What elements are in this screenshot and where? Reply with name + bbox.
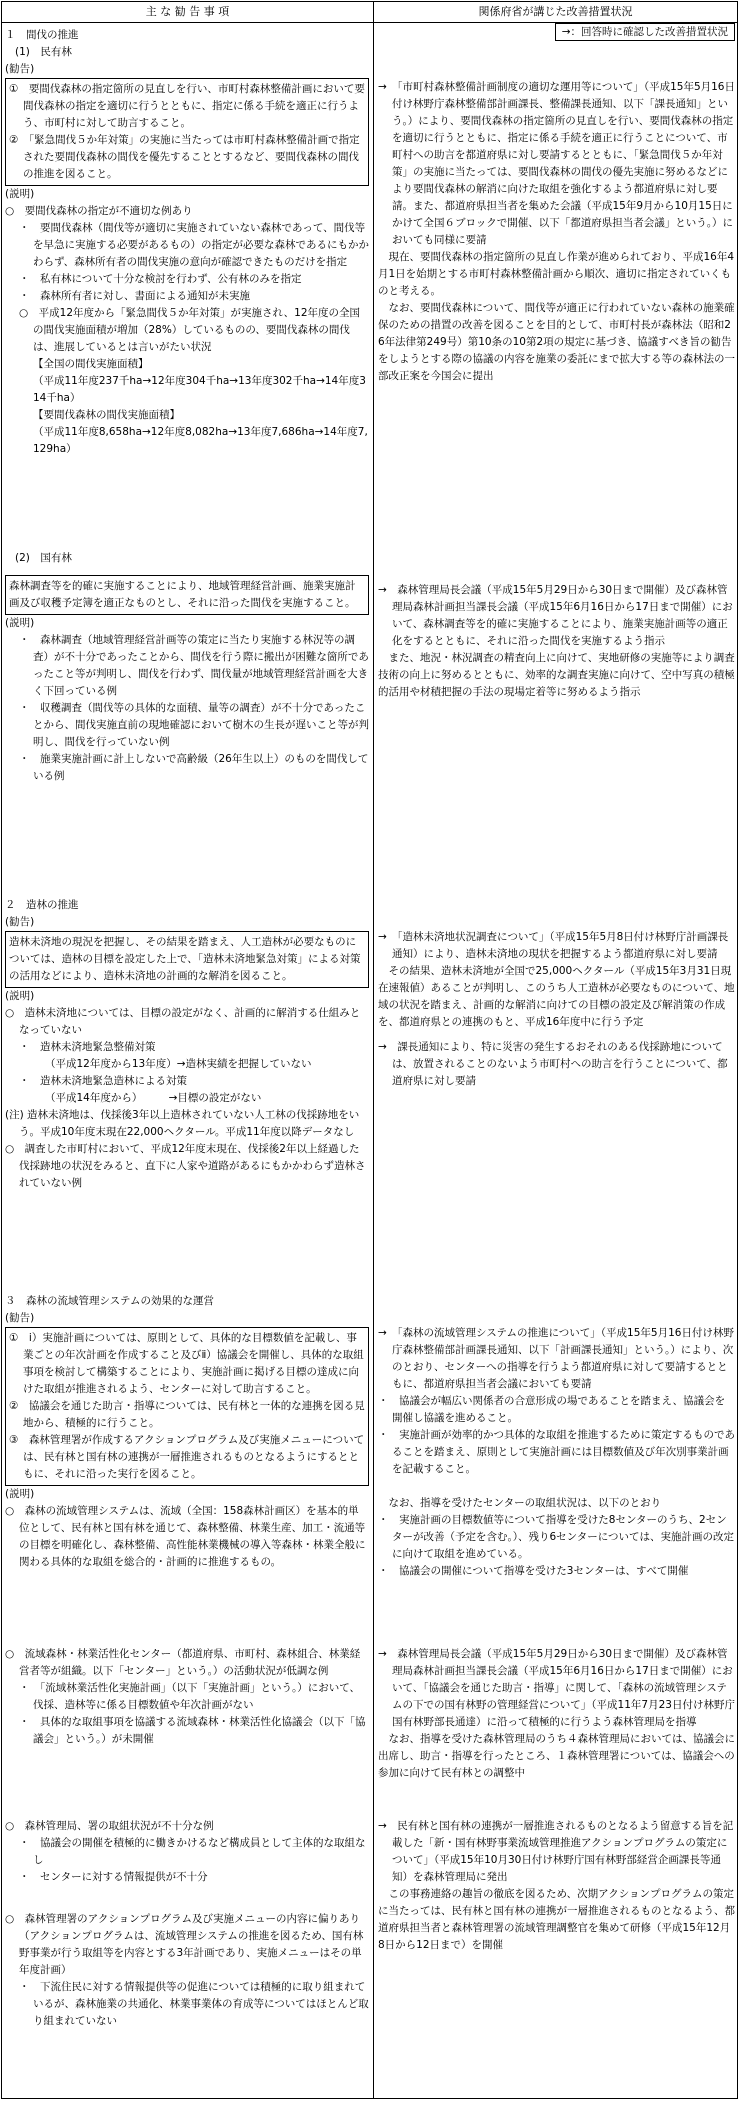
section-afforestation	[5, 897, 369, 1192]
section-heading: １ 間伐の推進	[5, 29, 79, 41]
explanation-item: ○ 流域森林・林業活性化センター（都道府県、市町村、森林組合、林業経営者等が組織。以下「センター」という。）の活動状況が低調な例	[5, 1648, 361, 1677]
recommendation-item: ② 「緊急間伐５か年対策」の実施に当たっては市町村森林整備計画で指定された要間伐森林の間伐を優先することとするなど、要間伐森林の間伐の推進を図ること。	[9, 134, 360, 180]
measure-item: ・ 協議会の開催について指導を受けた3センターは、すべて開催	[378, 1565, 689, 1577]
subsection-heading: (1) 民有林	[15, 46, 72, 58]
header-left: 主 な 勧 告 事 項	[2, 2, 374, 23]
explanation-item: ○ 森林管理署のアクションプログラム及び実施メニューの内容に偏りあり	[5, 1913, 361, 1925]
measure-item: → 森林管理局長会議（平成15年5月29日から30日まで開催）及び森林管理局森林計画担当課長会議（平成15年6月16日から17日まで開催）において、「協議会を通じた助言・指導」に関して、「森林の流域管理システムの下での国有林野の管理経営について」（平成11年7月23日付け林野庁国有林野部長通達）に沿って積極的に行うよう森林管理局を指導	[378, 1648, 735, 1728]
section-thinning-private	[5, 27, 369, 458]
explanation-item: ○ 造林未済地については、目標の設定がなく、計画的に解消する仕組みとなっていない	[5, 1007, 361, 1036]
explanation-item: ・ 森林所有者に対し、書面による通知が未実施	[19, 290, 250, 302]
measure-item: 現在、要間伐森林の指定箇所の見直し作業が進められており、平成16年4月1日を始期とする市町村森林整備計画から順次、適切に指定されていくものと考える。	[378, 251, 735, 297]
recommendation-box	[5, 575, 369, 615]
setsumei-label: (説明)	[5, 1488, 35, 1500]
measures-watershed-1	[378, 1325, 735, 1580]
explanation-item: ○ 森林管理局、署の取組状況が不十分な例	[5, 1820, 214, 1832]
measure-item: なお、要間伐森林について、間伐等が適正に行われていない森林の施業確保のための措置の改善を図ることを目的として、市町村長が森林法（昭和26年法律第249号）第10条の10第2項の規定に基づき、協議すべき旨の勧告をしようとする際の協議の内容を施業の委託にまで拡大する等の森林法の一部改正案を今国会に提出	[378, 302, 735, 382]
recommendation-item: ③ 森林管理署が作成するアクションプログラム及び実施メニューについては、民有林と国有林の連携が一層推進されるものとなるようにするとともに、それに沿った実行を図ること。	[9, 1434, 365, 1480]
explanation-item: ・ 造林未済地緊急造林による対策	[19, 1075, 187, 1087]
recommendation-item: ① ⅰ）実施計画については、原則として、具体的な目標数値を記載し、事業ごとの年次計画を作成すること及びⅱ）協議会を開催し、具体的な取組事項を検討して構築することにより、実施計画に掲げる目標の達成に向けた取組が推進されるよう、センターに対して助言すること。	[9, 1332, 364, 1395]
setsumei-label: (説明)	[5, 990, 35, 1002]
measure-item: → 森林管理局長会議（平成15年5月29日から30日まで開催）及び森林管理局森林計画担当課長会議（平成15年6月16日から17日まで開催）において、森林調査等を的確に実施することにより、施業実施計画等の適正化をするとともに、それに沿った間伐を実施するよう指示	[378, 584, 733, 647]
explanation-item: ○ 調査した市町村において、平成12年度末現在、伐採後2年以上経過した伐採跡地の状況をみると、直下に人家や道路があるにもかかわらず造林されていない例	[5, 1143, 366, 1189]
recommendation-item: 造林未済地の現況を把握し、その結果を踏まえ、人工造林が必要なものについては、造林の目標を設定した上で、「造林未済地緊急対策」による対策の活用などにより、造林未済地の計画的な解消を図ること。	[9, 936, 361, 982]
kankoku-label: (勧告)	[5, 63, 35, 75]
explanation-item: ・ 下流住民に対する情報提供等の促進については積極的に取り組まれているが、森林施業の共通化、林業事業体の育成等についてはほとんど取り組まれていない	[19, 1981, 369, 2027]
measure-item: ・ 実施計画の目標数値等について指導を受けた8センターのうち、2センターが改善（予定を含む。）、残り6センターについては、実施計画の改定に向けて取組を進めている。	[378, 1514, 735, 1560]
explanation-item: 【全国の間伐実施面積】	[33, 358, 149, 370]
explanation-item: （平成11年度237千ha→12年度304千ha→13年度302千ha→14年度314千ha）	[33, 375, 366, 404]
explanation-item: （平成11年度8,658ha→12年度8,082ha→13年度7,686ha→14年度7,129ha）	[33, 426, 368, 455]
explanation-item: （平成14年度から） →目標の設定がない	[45, 1092, 262, 1104]
measure-item: ・ 協議会が幅広い関係者の合意形成の場であることを踏まえ、協議会を開催し協議を進めること。	[378, 1395, 726, 1424]
explanation-item: （アクションプログラムは、流域管理システムの推進を図るため、国有林野事業が行う取組等を内容とする3年計画であり、実施メニューはその単年度計画）	[19, 1930, 364, 1976]
explanation-item: ・ 造林未済地緊急整備対策	[19, 1041, 156, 1053]
explanation-item: （平成12年度から13年度）→造林実績を把握していない	[45, 1058, 312, 1070]
recommendation-item: ① 要間伐森林の指定箇所の見直しを行い、市町村森林整備計画において要間伐森林の指定を適切に行うとともに、指定に係る手続を適正に行うよう、市町村に対して助言すること。	[9, 83, 365, 129]
recommendation-box	[5, 1327, 369, 1486]
explanation-item: ・ 「流域林業活性化実施計画」（以下「実施計画」という。）において、伐採、造林等に係る目標数値や年次計画がない	[19, 1682, 361, 1711]
measure-item: その結果、造林未済地が全国で25,000ヘクタール（平成15年3月31日現在速報値）あることが判明し、このうち人工造林が必要なものについて、地域の状況を踏まえ、計画的な解消に向けての目標の設定及び解消策の作成を、都道府県との連携のもと、平成16年度中に行う予定	[378, 965, 735, 1028]
explanation-item: ・ 収穫調査（間伐等の具体的な面積、量等の調査）が不十分であったことから、間伐実施直前の現地確認において樹木の生長が遅いこと等が判明し、間伐を行っていない例	[19, 702, 369, 748]
explanation-item: ・ 具体的な取組事項を協議する流域森林・林業活性化協議会（以下「協議会」という。）が未開催	[19, 1716, 366, 1745]
document-table	[1, 1, 738, 2099]
explanation-item: ○ 平成12年度から「緊急間伐５か年対策」が実施され、12年度の全国の間伐実施面積が増加（28%）しているものの、要間伐森林の間伐は、進展しているとは言いがたい状況	[19, 307, 361, 353]
measure-item: ・ 実施計画が効率的かつ具体的な取組を推進するために策定するものであることを踏まえ、原則として実施計画には目標数値及び年次別事業計画を記載すること。	[378, 1429, 735, 1475]
explanation-item: ・ センターに対する情報提供が不十分	[19, 1871, 208, 1883]
measures-watershed-2	[378, 1646, 735, 1782]
explanation-item: ・ 森林調査（地域管理経営計画等の策定に当たり実施する林況等の調査）が不十分であったことから、間伐を行う際に搬出が困難な箇所であったこと等が判明し、間伐を行わず、間伐量が地域管理経営計画を大きく下回っている例	[19, 634, 369, 697]
section-thinning-national	[5, 550, 369, 785]
explanation-item: ・ 要間伐森林（間伐等が適切に実施されていない森林であって、間伐等を早急に実施する必要があるもの）の指定が必要な森林であるにもかかわらず、森林所有者の間伐実施の意向が確認できたものだけを指定	[19, 222, 369, 268]
kankoku-label: (勧告)	[5, 916, 35, 928]
subsection-heading: (2) 国有林	[15, 552, 72, 564]
recommendation-item: ② 協議会を通じた助言・指導については、民有林と一体的な連携を図る見地から、積極的に行うこと。	[9, 1400, 365, 1429]
measure-item: → 民有林と国有林の連携が一層推進されるものとなるよう留意する旨を記載した「新・国有林野事業流域管理推進アクションプログラムの策定について」（平成15年10月30日付け林野庁国有林野部経営企画課長等通知）を森林管理局に発出	[378, 1820, 734, 1883]
explanation-item: ○ 森林の流域管理システムは、流域（全国：158森林計画区）を基本的単位として、民有林と国有林を通じて、森林整備、林業生産、加工・流通等の目標を明確化し、森林整備、高性能林業機械の導入等森林・林業全般に関わる具体的な取組を総合的・計画的に推進するもの。	[5, 1505, 366, 1568]
header-right: 関係府省が講じた改善措置状況	[374, 2, 737, 23]
measure-item: また、地況・林況調査の精査向上に向けて、実地研修の実施等により調査技術の向上に努めるとともに、効率的な調査実施に向けて、空中写真の積極的活用や材積把握の手法の現場定着等に努めるよう指示	[378, 652, 735, 698]
measure-item: → 「市町村森林整備計画制度の適切な運用等について」（平成15年5月16日付け林野庁森林整備部計画課長、整備課長通知、以下「課長通知」という。）により、要間伐森林の指定箇所の見直しを行い、要間伐森林の指定を適切に行うとともに、指定に係る手続を適正に行うことについて、市町村への助言を都道府県に対し要請するとともに、「緊急間伐５か年対策」の実施に当たっては、要間伐森林の間伐の優先実施に努めるなどにより要間伐森林の解消に向けた取組を強化するよう都道府県に対し要請。また、都道府県担当者を集めた会議（平成15年9月から10月15日にかけて全国６ブロックで開催、以下「都道府県担当者会議」という。）においても同様に要請	[378, 81, 735, 246]
section-watershed-centers	[5, 1646, 369, 1748]
section-watershed	[5, 1293, 369, 1571]
explanation-item: 【要間伐森林の間伐実施面積】	[33, 409, 180, 421]
measure-item: なお、指導を受けたセンターの取組状況は、以下のとおり	[378, 1497, 662, 1509]
recommendation-box	[5, 78, 369, 186]
explanation-item: (注) 造林未済地は、伐採後3年以上造林されていない人工林の伐採跡地をいう。平成10年度末現在22,000ヘクタール。平成11年度以降データなし	[5, 1109, 360, 1138]
measures-thinning-national	[378, 582, 735, 701]
kankoku-label: (勧告)	[5, 1312, 35, 1324]
section-watershed-program	[5, 1911, 369, 2030]
section-heading: ３ 森林の流域管理システムの効果的な運営	[5, 1295, 214, 1307]
legend-note: →：回答時に確認した改善措置状況	[555, 23, 735, 41]
measure-item: → 「造林未済地状況調査について」（平成15年5月8日付け林野庁計画課長通知）により、造林未済地の現状を把握するよう都道府県に対し要請	[378, 931, 729, 960]
column-divider	[373, 22, 374, 2099]
section-heading: ２ 造林の推進	[5, 899, 79, 911]
explanation-item: ○ 要間伐森林の指定が不適切な例あり	[5, 205, 193, 217]
recommendation-box	[5, 931, 369, 988]
measures-afforestation	[378, 929, 735, 1090]
setsumei-label: (説明)	[5, 617, 35, 629]
measure-item: → 課長通知により、特に災害の発生するおそれのある伐採跡地については、放置されることのないよう市町村への助言を行うことについて、都道府県に対し要請	[378, 1041, 728, 1087]
explanation-item: ・ 私有林について十分な検討を行わず、公有林のみを指定	[19, 273, 302, 285]
recommendation-item: 森林調査等を的確に実施することにより、地域管理経営計画、施業実施計画及び収穫予定簿を適正なものとし、それに沿った間伐を実施すること。	[9, 580, 356, 609]
measure-item: この事務連絡の趣旨の徹底を図るため、次期アクションプログラムの策定に当たっては、民有林と国有林の連携が一層推進されるものとなるよう、都道府県担当者と森林管理署の流域管理調整官を集めて研修（平成15年12月8日から12日まで）を開催	[378, 1888, 735, 1951]
measures-thinning-private	[378, 79, 735, 385]
section-watershed-bureau	[5, 1818, 369, 1886]
measure-item: なお、指導を受けた森林管理局のうち４森林管理局においては、協議会に出席し、助言・指導を行ったところ、１森林管理署については、協議会への参加に向けて民有林との調整中	[378, 1733, 735, 1779]
measures-watershed-3	[378, 1818, 735, 1954]
explanation-item: ・ 協議会の開催を積極的に働きかけるなど構成員として主体的な取組なし	[19, 1837, 366, 1866]
spacer	[378, 1478, 735, 1495]
setsumei-label: (説明)	[5, 188, 35, 200]
measure-item: → 「森林の流域管理システムの推進について」（平成15年5月16日付け林野庁森林整備部計画課長通知、以下「計画課長通知」という。）により、次のとおり、センターへの指導を行うよう都道府県に対して要請するとともに、都道府県担当者会議においても要請	[378, 1327, 734, 1390]
explanation-item: ・ 施業実施計画に計上しないで高齢級（26年生以上）のものを間伐している例	[19, 753, 369, 782]
